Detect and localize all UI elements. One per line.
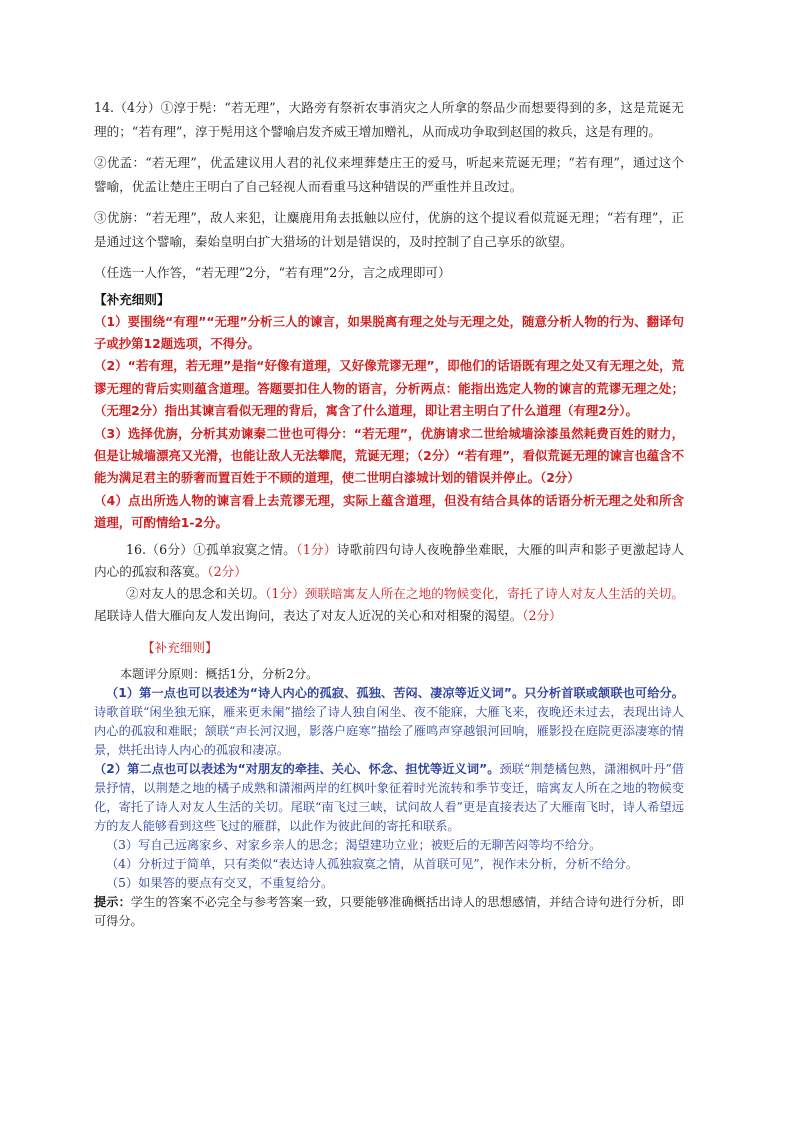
q14-rule-2: （2）“若有理，若无理”是指“好像有道理，又好像荒谬无理”，即他们的话语既有理之处又有无理之处，荒谬无理的背后实则蕴含道理。答题要扣住人物的语言，分析两点：能指出选定人物的谏言的荒谬无理之处；（无理2分）指出其谏言看似无理的背后，寓含了什么道理，即让君主明白了什么道理（有理2分）。 — [94, 358, 684, 419]
q16-rule-1-text: 诗歌首联“闲坐独无寐，雁来更未阑”描绘了诗人独自闲坐、夜不能寐，大雁飞来，夜晚还未过去，表现出诗人内心的孤寂和难眠；颔联“声长河汉迥，影落户庭寒”描绘了雁鸣声穿越银河回响，雁影投在庭院更添凄寒的情景，烘托出诗人内心的孤寂和凄凉。 — [94, 704, 684, 757]
q16-tip-text: 学生的答案不必完全与参考答案一致，只要能够准确概括出诗人的思想感情，并结合诗句进行分析，即可得分。 — [94, 894, 685, 928]
q16-rule-4: （4）分析过于简单，只有类似“表达诗人孤独寂寞之情，从首联可见”，视作未分析，分析不给分。 — [106, 856, 639, 871]
q16-point-2-analysis-b: 尾联诗人借大雁向友人发出询问，表达了对友人近况的关心和对相聚的渴望。 — [94, 607, 523, 623]
question-16-answer — [94, 539, 684, 665]
q16-tip-label: 提示： — [94, 894, 131, 909]
q16-rule-2-bold: （2）第二点也可以表述为“对朋友的牵挂、关心、怀念、担忧等近义词”。 — [94, 761, 500, 776]
q16-rule-1-bold: （1）第一点也可以表述为“诗人内心的孤寂、孤独、苦闷、凄凉等近义词”。只分析首联或颔联也可给分。 — [106, 685, 684, 700]
q14-scoring-note: （任选一人作答，“若无理”2分，“若有理”2分，言之成理即可） — [94, 265, 451, 280]
q14-rule-3: （3）选择优旃，分析其劝谏秦二世也可得分：“若无理”，优旃请求二世给城墙涂漆虽然耗费百姓的财力，但是让城墙漂亮又光滑，也能让敌人无法攀爬，荒诞无理；（2分）“若有理”，看似荒诞无理的谏言也蕴含不能为满足君主的骄奢而置百姓于不顾的道理，使二世明白漆城计划的错误并停止。（2分） — [94, 425, 684, 486]
q16-point-1-analysis: 诗歌前四句诗人夜晚静坐难眠，大雁的叫声和影子更激起诗人内心的孤寂和落寞。 — [94, 541, 685, 579]
q14-supplement-title: 【补充细则】 — [94, 291, 170, 307]
q16-point-1-score: （1分） — [296, 541, 337, 557]
q16-point-2-score: （1分） — [265, 585, 305, 601]
q14-rule-4: （4）点出所选人物的谏言看上去荒谬无理，实际上蕴含道理，但没有结合具体的话语分析无理之处和所含道理，可酌情给1-2分。 — [94, 492, 684, 531]
q16-rule-5: （5）如果答的要点有交叉，不重复给分。 — [106, 875, 334, 890]
q16-point-1-text: 16.（6分）①孤单寂寞之情。 — [126, 541, 297, 557]
q16-scoring-principle: 本题评分原则：概括1分，分析2分。 — [120, 666, 319, 681]
q16-point-2-text: ②对友人的思念和关切。 — [126, 585, 266, 601]
q16-supplement-title: 【补充细则】 — [142, 639, 218, 655]
q14-point-2: ②优孟：“若无理”，优孟建议用人君的礼仪来埋葬楚庄王的爱马，听起来荒诞无理；“若有理”，通过这个譬喻，优孟让楚庄王明白了自己轻视人而看重马这种错误的严重性并且改过。 — [94, 155, 684, 194]
q16-point-2-score2: （2分） — [522, 607, 562, 623]
q16-rule-3: （3）写自己远离家乡、对家乡亲人的思念；渴望建功立业；被贬后的无聊苦闷等均不给分。 — [106, 837, 602, 852]
q16-rule-2 — [94, 760, 684, 836]
q14-rule-1: （1）要围绕“有理”“无理”分析三人的谏言，如果脱离有理之处与无理之处，随意分析人物的行为、翻译句子或抄第12题选项，不得分。 — [94, 313, 684, 351]
q16-point-2-analysis: 颈联暗寓友人所在之地的物候变化，寄托了诗人对友人生活的关切。 — [304, 585, 685, 601]
answer-page — [94, 96, 684, 931]
q14-point-1: 14.（4分）①淳于髡：“若无理”，大路旁有祭祈农事消灾之人所拿的祭品少而想要得到的多，这是荒诞无理的；“若有理”，淳于髡用这个譬喻启发齐威王增加赠礼，从而成功争取到赵国的救兵，这是有理的。 — [94, 100, 684, 139]
q16-point-1-score2: （2分） — [207, 563, 247, 579]
q16-rule-2-text: 颈联“荆楚橘包熟，潇湘枫叶丹”借景抒情，以荆楚之地的橘子成熟和潇湘两岸的红枫叶象征着时光流转和季节变迁，暗寓友人所在之地的物候变化，寄托了诗人对友人生活的关切。尾联“南飞过三峡，试问故人看”更是直接表达了大雁南飞时，诗人希望远方的友人能够看到这些飞过的雁群，以此作为彼此间的寄托和联系。 — [94, 761, 684, 833]
q16-tip — [94, 893, 684, 931]
question-14-answer — [94, 96, 684, 535]
q16-point-2 — [94, 583, 684, 627]
q16-point-1 — [94, 539, 684, 583]
q16-supplement-rules — [94, 665, 684, 931]
q16-rule-1 — [94, 684, 684, 760]
q14-point-3: ③优旃：“若无理”，敌人来犯，让麋鹿用角去抵触以应付，优旃的这个提议看似荒诞无理；“若有理”，正是通过这个譬喻，秦始皇明白扩大猎场的计划是错误的，及时控制了自己享乐的欲望。 — [94, 210, 684, 249]
